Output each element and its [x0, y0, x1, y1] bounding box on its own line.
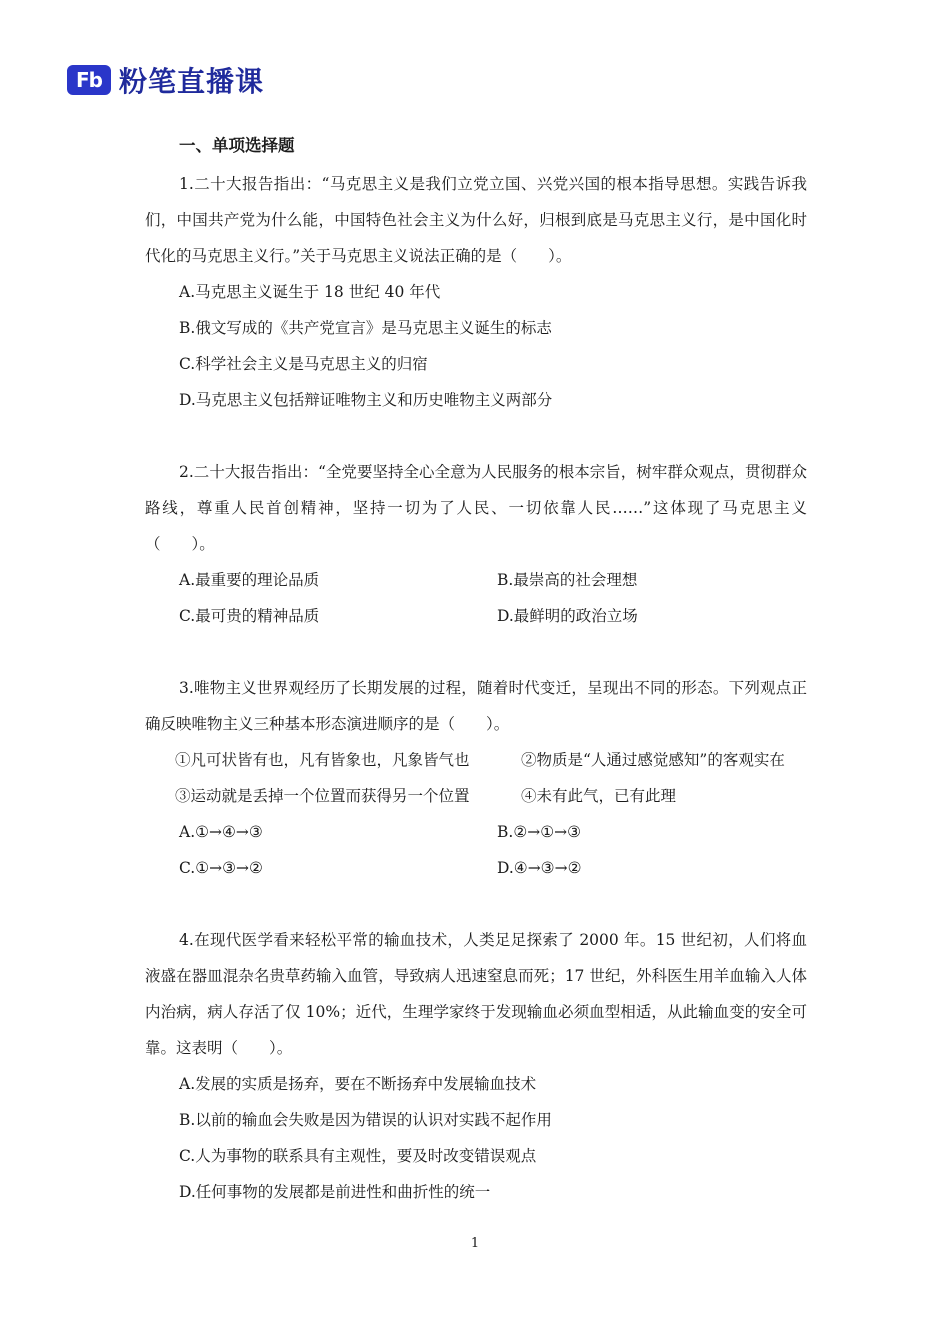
option-d: D.马克思主义包括辩证唯物主义和历史唯物主义两部分	[179, 391, 553, 409]
option-d: D.任何事物的发展都是前进性和曲折性的统一	[179, 1183, 491, 1201]
option-c: C.人为事物的联系具有主观性，要及时改变错误观点	[179, 1147, 537, 1165]
question-stem: 4.在现代医学看来轻松平常的输血技术，人类足足探索了 2000 年。15 世纪初，人们将血液盛在器皿混杂名贵草药输入血管，导致病人迅速窒息而死；17 世纪，外科医生用羊血输入人体内治病，病人存活了仅 10%；近代，生理学家终于发现输血必须血型相适，从此输血变的安全可靠。这表明（ ）。	[145, 931, 807, 1057]
option-b: B.②→①→③	[497, 823, 581, 841]
question-4	[145, 922, 807, 1210]
question-stem: 2.二十大报告指出：“全党要坚持全心全意为人民服务的根本宗旨，树牢群众观点，贯彻群众路线，尊重人民首创精神，坚持一切为了人民、一切依靠人民……”这体现了马克思主义（ ）。	[145, 463, 807, 553]
question-3	[145, 670, 807, 886]
question-stem: 3.唯物主义世界观经历了长期发展的过程，随着时代变迁，呈现出不同的形态。下列观点正确反映唯物主义三种基本形态演进顺序的是（ ）。	[145, 679, 807, 733]
question-stem: 1.二十大报告指出：“马克思主义是我们立党立国、兴党兴国的根本指导思想。实践告诉我们，中国共产党为什么能，中国特色社会主义为什么好，归根到底是马克思主义行，是中国化时代化的马克思主义行。”关于马克思主义说法正确的是（ ）。	[145, 175, 807, 265]
option-a: A.马克思主义诞生于 18 世纪 40 年代	[179, 283, 441, 301]
brand-logo	[67, 62, 264, 98]
statements-grid	[145, 742, 807, 814]
statement-3: ③运动就是丢掉一个位置而获得另一个位置	[175, 787, 470, 805]
option-b: B.俄文写成的《共产党宣言》是马克思主义诞生的标志	[179, 319, 552, 337]
statement-2: ②物质是“人通过感觉感知”的客观实在	[521, 751, 785, 769]
options-grid	[145, 562, 807, 634]
option-c: C.最可贵的精神品质	[179, 607, 320, 625]
option-c: C.科学社会主义是马克思主义的归宿	[179, 355, 428, 373]
option-d: D.最鲜明的政治立场	[497, 607, 638, 625]
statement-1: ①凡可状皆有也，凡有皆象也，凡象皆气也	[175, 751, 470, 769]
option-c: C.①→③→②	[179, 859, 263, 877]
question-1	[145, 166, 807, 418]
page-number: 1	[470, 1236, 480, 1251]
brand-name: 粉笔直播课	[119, 65, 265, 98]
option-a: A.最重要的理论品质	[179, 571, 320, 589]
options-grid	[145, 814, 807, 886]
fb-logo-icon: Fb	[67, 65, 111, 95]
statement-4: ④未有此气，已有此理	[521, 787, 677, 805]
option-b: B.最崇高的社会理想	[497, 571, 638, 589]
option-a: A.发展的实质是扬弃，要在不断扬弃中发展输血技术	[179, 1075, 537, 1093]
document-body	[145, 128, 807, 1210]
option-b: B.以前的输血会失败是因为错误的认识对实践不起作用	[179, 1111, 552, 1129]
option-d: D.④→③→②	[497, 859, 582, 877]
section-title: 一、单项选择题	[179, 136, 295, 155]
option-a: A.①→④→③	[179, 823, 263, 841]
question-2	[145, 454, 807, 634]
